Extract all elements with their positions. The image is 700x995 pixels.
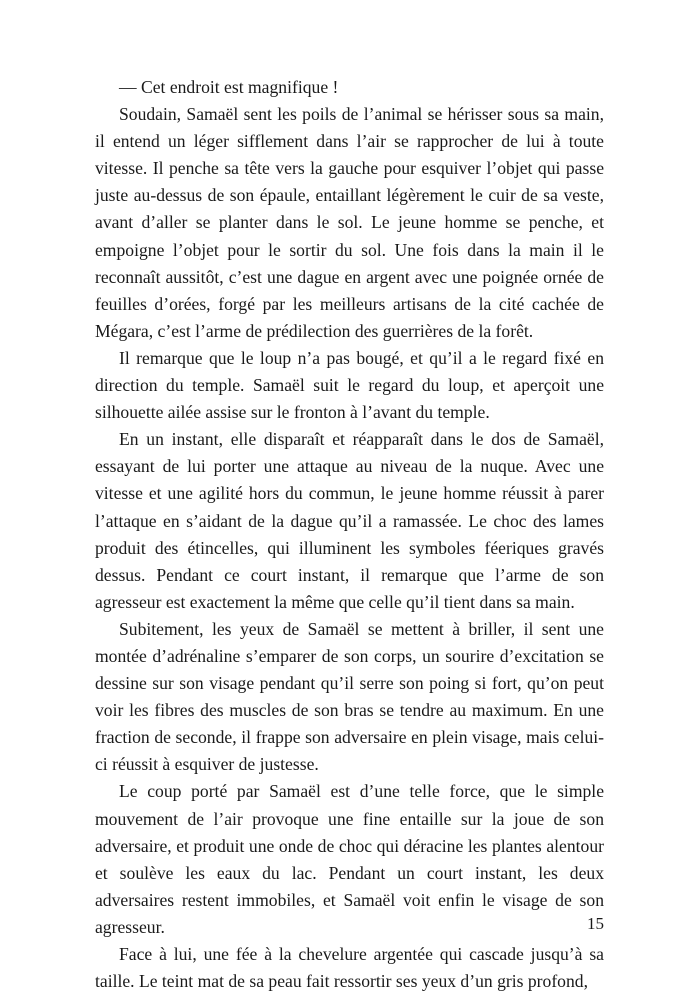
paragraph: Face à lui, une fée à la chevelure argentée qui cascade jusqu’à sa taille. Le teint mat de sa peau fait ressortir ses yeux d’un gris profond,	[95, 944, 604, 992]
page-number: 15	[587, 914, 604, 933]
paragraph: Subitement, les yeux de Samaël se mettent à briller, il sent une montée d’adrénaline s’emparer de son corps, un sourire d’excitation se dessine sur son visage pendant qu’il serre son poing si fort, qu’on peut voir les fibres des muscles de son bras se tendre au maximum. En une fraction de seconde, il frappe son adversaire en plein visage, mais celui-ci réussit à esquiver de justesse.	[95, 618, 604, 775]
page-body	[95, 74, 604, 995]
paragraph: Soudain, Samaël sent les poils de l’animal se hérisser sous sa main, il entend un léger sifflement dans l’air se rapprocher de lui à toute vitesse. Il penche sa tête vers la gauche pour esquiver l’objet qui passe juste au-dessus de son épaule, entaillant légèrement le cuir de sa veste, avant d’aller se planter dans le sol. Le jeune homme se penche, et empoigne l’objet pour le sortir du sol. Une fois dans la main il le reconnaît aussitôt, c’est une dague en argent avec une poignée ornée de feuilles d’orées, forgé par les meilleurs artisans de la cité cachée de Mégara, c’est l’arme de prédilection des guerrières de la forêt.	[95, 104, 604, 341]
paragraph: En un instant, elle disparaît et réapparaît dans le dos de Samaël, essayant de lui porter une attaque au niveau de la nuque. Avec une vitesse et une agilité hors du commun, le jeune homme réussit à parer l’attaque en s’aidant de la dague qu’il a ramassée. Le choc des lames produit des étincelles, qui illuminent les symboles féeriques gravés dessus. Pendant ce court instant, il remarque que l’arme de son agresseur est exactement la même que celle qu’il tient dans sa main.	[95, 429, 604, 612]
paragraph: Il remarque que le loup n’a pas bougé, et qu’il a le regard fixé en direction du temple. Samaël suit le regard du loup, et aperçoit une silhouette ailée assise sur le fronton à l’avant du temple.	[95, 347, 604, 423]
paragraph: — Cet endroit est magnifique !	[119, 77, 339, 97]
paragraph: Le coup porté par Samaël est d’une telle force, que le simple mouvement de l’air provoque une fine entaille sur la joue de son adversaire, et produit une onde de choc qui déracine les plantes alentour et soulève les eaux du lac. Pendant un court instant, les deux adversaires restent immobiles, et Samaël voit enfin le visage de son agresseur.	[95, 781, 604, 937]
